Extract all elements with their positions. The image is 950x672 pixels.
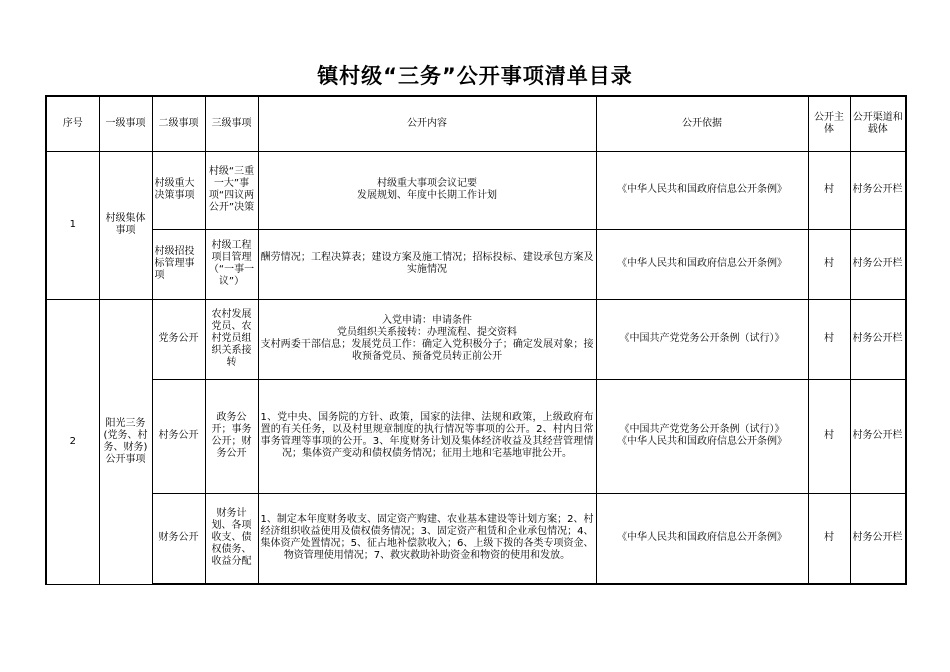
cell-level3: 政务公开；事务公开；财务公开 <box>205 379 258 493</box>
cell-level2: 村务公开 <box>152 379 205 493</box>
cell-level3: 财务计划、各项收支、债权债务、收益分配 <box>205 493 258 584</box>
cell-subject: 村 <box>808 229 850 299</box>
cell-channel: 村务公开栏 <box>850 229 906 299</box>
cell-level3: 村级工程项目管理（“一事一议”） <box>205 229 258 299</box>
cell-subject: 村 <box>808 379 850 493</box>
cell-level3: 村级“三重一大”事项“四议两公开”决策 <box>205 151 258 229</box>
cell-level2: 村级招投标管理事项 <box>152 229 205 299</box>
header-seq: 序号 <box>46 96 99 151</box>
cell-seq: 1 <box>46 151 99 299</box>
header-level3: 三级事项 <box>205 96 258 151</box>
page-title: 镇村级“三务”公开事项清单目录 <box>317 64 633 88</box>
table-row <box>46 493 906 584</box>
header-content: 公开内容 <box>258 96 596 151</box>
cell-level2: 村级重大决策事项 <box>152 151 205 229</box>
cell-subject: 村 <box>808 493 850 584</box>
header-level1: 一级事项 <box>99 96 152 151</box>
header-basis: 公开依据 <box>596 96 808 151</box>
table-row <box>46 151 906 229</box>
cell-channel: 村务公开栏 <box>850 379 906 493</box>
cell-basis: 《中华人民共和国政府信息公开条例》 <box>596 229 808 299</box>
cell-basis: 《中国共产党党务公开条例（试行）》 《中华人民共和国政府信息公开条例》 <box>596 379 808 493</box>
cell-basis: 《中华人民共和国政府信息公开条例》 <box>596 493 808 584</box>
table-header-row <box>46 96 906 151</box>
header-channel: 公开渠道和载体 <box>850 96 906 151</box>
cell-seq: 2 <box>46 299 99 584</box>
table-row <box>46 229 906 299</box>
cell-level2: 党务公开 <box>152 299 205 379</box>
cell-level2: 财务公开 <box>152 493 205 584</box>
cell-content: 入党申请：申请条件 党员组织关系接转：办理流程、提交资料 支村两委干部信息；发展党员工作：确定入党积极分子；确定发展对象；接收预备党员、预备党员转正前公开 <box>258 299 596 379</box>
cell-level3: 农村发展党员、农村党员组织关系接转 <box>205 299 258 379</box>
disclosure-table <box>45 95 907 585</box>
cell-basis: 《中华人民共和国政府信息公开条例》 <box>596 151 808 229</box>
cell-content: 1、党中央、国务院的方针、政策，国家的法律、法规和政策，上级政府布置的有关任务，以及村里规章制度的执行情况等事项的公开。2、村内日常事务管理等事项的公开。3、年度财务计划及集体经济收益及其经营管理情况；集体资产变动和债权债务情况；征用土地和宅基地审批公开。 <box>258 379 596 493</box>
cell-content: 酬劳情况；工程决算表；建设方案及施工情况；招标投标、建设承包方案及实施情况 <box>258 229 596 299</box>
header-level2: 二级事项 <box>152 96 205 151</box>
cell-content: 村级重大事项会议记要 发展规划、年度中长期工作计划 <box>258 151 596 229</box>
cell-content: 1、制定本年度财务收支、固定资产购建、农业基本建设等计划方案；2、村经济组织收益使用及债权债务情况；3、固定资产租赁和企业承包情况；4、集体资产处置情况；5、征占地补偿款收入；6、上级下拨的各类专项资金、物资管理使用情况；7、救灾救助补助资金和物资的使用和发放。 <box>258 493 596 584</box>
cell-channel: 村务公开栏 <box>850 493 906 584</box>
cell-level1: 阳光三务(党务、村务、财务)公开事项 <box>99 299 152 584</box>
cell-channel: 村务公开栏 <box>850 151 906 229</box>
cell-level1: 村级集体事项 <box>99 151 152 299</box>
header-subject: 公开主体 <box>808 96 850 151</box>
cell-subject: 村 <box>808 299 850 379</box>
cell-channel: 村务公开栏 <box>850 299 906 379</box>
cell-basis: 《中国共产党党务公开条例（试行）》 <box>596 299 808 379</box>
table-row <box>46 379 906 493</box>
cell-subject: 村 <box>808 151 850 229</box>
table-row <box>46 299 906 379</box>
